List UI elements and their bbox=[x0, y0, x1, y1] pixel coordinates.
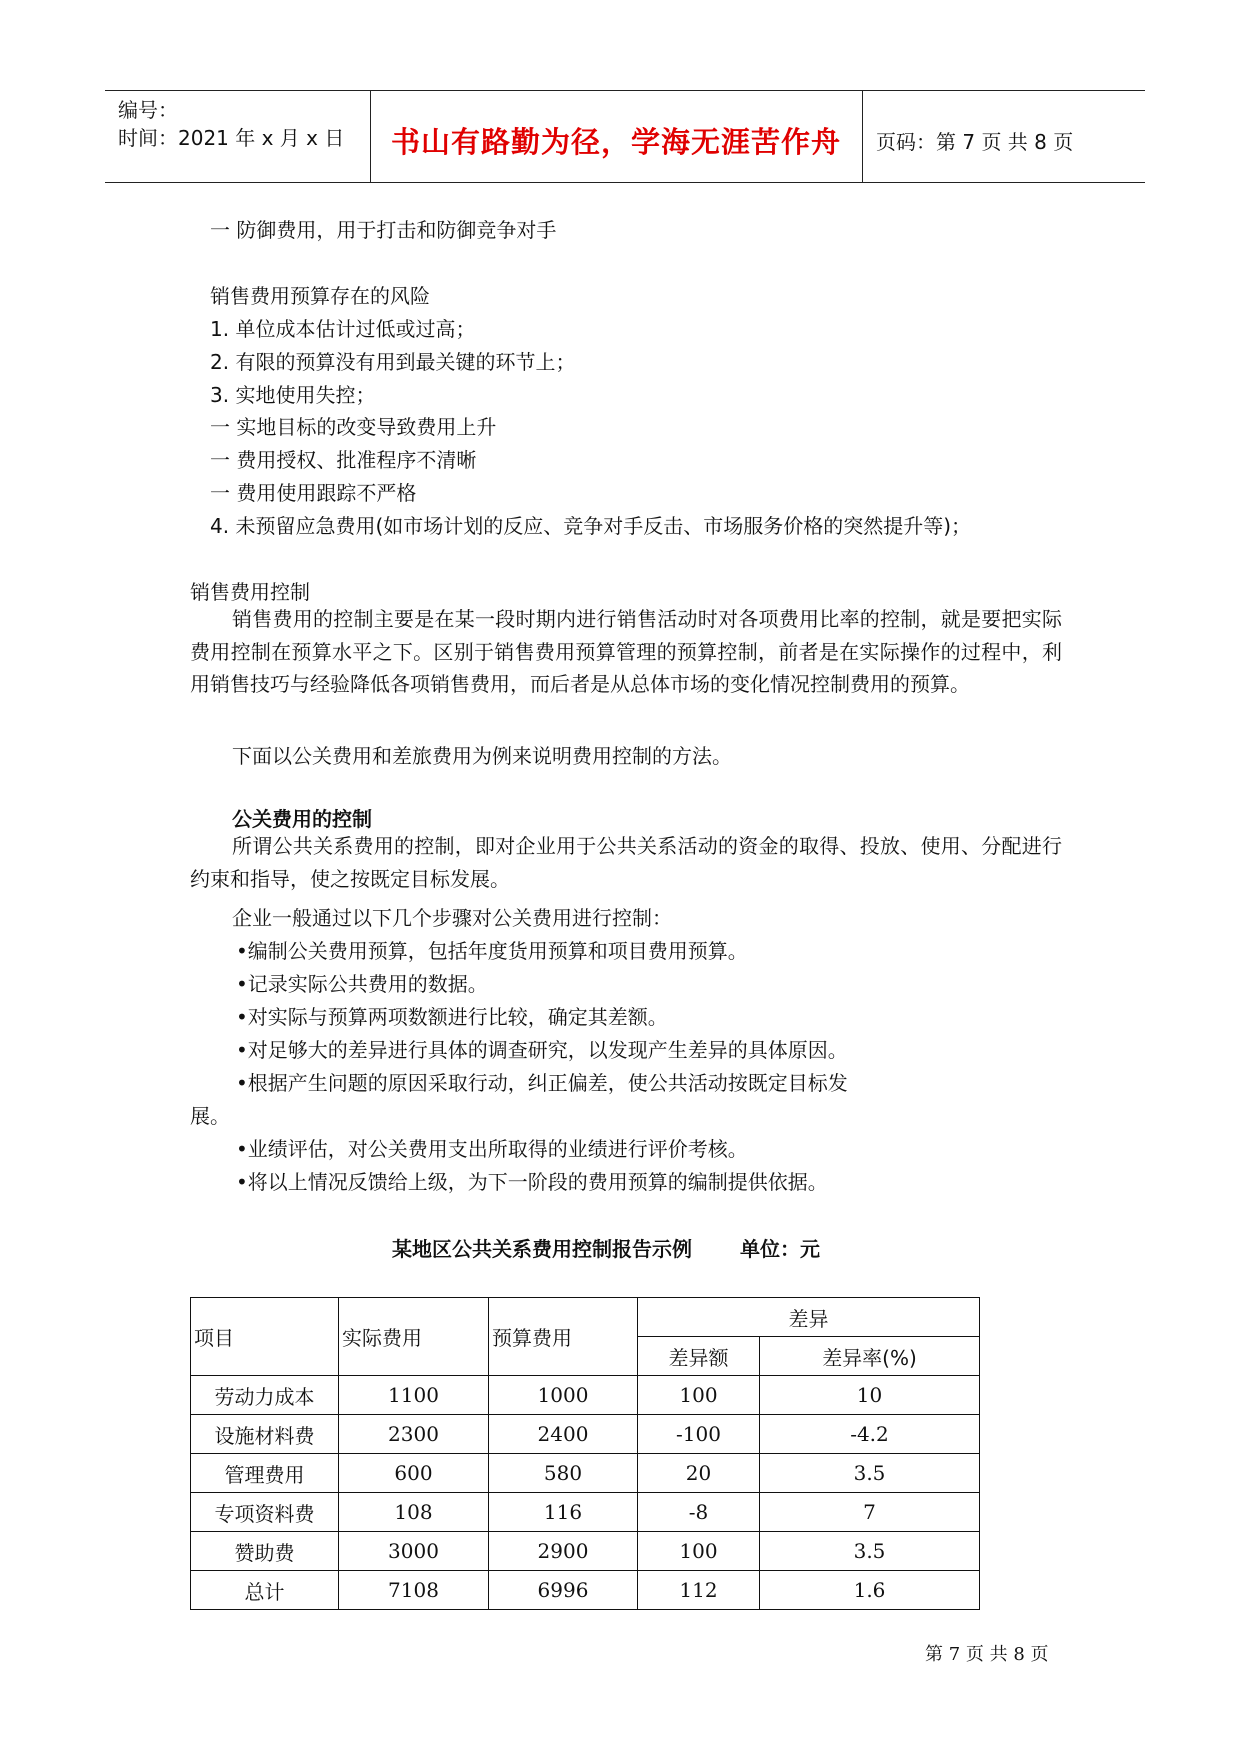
table-title-text: 某地区公共关系费用控制报告示例 bbox=[392, 1237, 692, 1261]
step-item: •编制公关费用预算，包括年度货用预算和项目费用预算。 bbox=[236, 939, 748, 963]
risk-subitem-target-change: 一 实地目标的改变导致费用上升 bbox=[210, 415, 497, 439]
cell-item: 管理费用 bbox=[191, 1454, 339, 1493]
cell-budget: 6996 bbox=[489, 1571, 638, 1610]
cell-diff: 20 bbox=[638, 1454, 760, 1493]
control-paragraph: 销售费用的控制主要是在某一段时期内进行销售活动时对各项费用比率的控制，就是要把实际费用控制在预算水平之下。区别于销售费用预算管理的预算控制，前者是在实际操作的过程中，利用销售技巧与经验降低各项销售费用，而后者是从总体市场的变化情况控制费用的预算。 bbox=[190, 607, 1062, 696]
cell-item: 专项资料费 bbox=[191, 1493, 339, 1532]
cell-actual: 108 bbox=[339, 1493, 489, 1532]
cell-rate: 7 bbox=[760, 1493, 980, 1532]
header-variance-rate: 差异率(%) bbox=[760, 1337, 980, 1376]
cell-budget: 1000 bbox=[489, 1376, 638, 1415]
step-item: •对实际与预算两项数额进行比较，确定其差额。 bbox=[236, 1005, 668, 1029]
cell-budget: 2900 bbox=[489, 1532, 638, 1571]
cell-actual: 3000 bbox=[339, 1532, 489, 1571]
table-row bbox=[191, 1376, 980, 1415]
cell-budget: 116 bbox=[489, 1493, 638, 1532]
example-intro: 下面以公关费用和差旅费用为例来说明费用控制的方法。 bbox=[232, 744, 732, 768]
cell-item: 劳动力成本 bbox=[191, 1376, 339, 1415]
header-variance: 差异 bbox=[638, 1298, 980, 1337]
steps-intro: 企业一般通过以下几个步骤对公关费用进行控制： bbox=[232, 906, 672, 930]
cell-item: 赞助费 bbox=[191, 1532, 339, 1571]
document-number-label: 编号： bbox=[118, 98, 178, 122]
step-item: •对足够大的差异进行具体的调查研究，以发现产生差异的具体原因。 bbox=[236, 1038, 848, 1062]
cell-rate: -4.2 bbox=[760, 1415, 980, 1454]
pr-cost-control-table bbox=[190, 1297, 980, 1610]
step-item: •记录实际公共费用的数据。 bbox=[236, 972, 488, 996]
header-motto: 书山有路勤为径，学海无涯苦作舟 bbox=[390, 125, 841, 159]
table-row bbox=[191, 1454, 980, 1493]
table-header-row bbox=[191, 1298, 980, 1337]
cell-rate: 10 bbox=[760, 1376, 980, 1415]
cell-item: 总计 bbox=[191, 1571, 339, 1610]
cell-rate: 3.5 bbox=[760, 1532, 980, 1571]
cell-diff: -8 bbox=[638, 1493, 760, 1532]
cell-actual: 7108 bbox=[339, 1571, 489, 1610]
cell-actual: 2300 bbox=[339, 1415, 489, 1454]
cell-actual: 600 bbox=[339, 1454, 489, 1493]
header-page-info: 页码：第 7 页 共 8 页 bbox=[876, 130, 1074, 154]
risk-subitem-tracking: 一 费用使用跟踪不严格 bbox=[210, 481, 417, 505]
table-row bbox=[191, 1415, 980, 1454]
table-row bbox=[191, 1532, 980, 1571]
step-item: •将以上情况反馈给上级，为下一阶段的费用预算的编制提供依据。 bbox=[236, 1170, 828, 1194]
header-divider-right bbox=[862, 90, 863, 182]
cell-diff: 112 bbox=[638, 1571, 760, 1610]
cell-diff: 100 bbox=[638, 1376, 760, 1415]
cell-actual: 1100 bbox=[339, 1376, 489, 1415]
table-unit: 单位：元 bbox=[740, 1237, 820, 1261]
header-actual: 实际费用 bbox=[339, 1298, 489, 1376]
risk-subitem-authorization: 一 费用授权、批准程序不清晰 bbox=[210, 448, 477, 472]
pr-section-title: 公关费用的控制 bbox=[232, 807, 372, 831]
risk-item-1: 1. 单位成本估计过低或过高； bbox=[210, 317, 476, 341]
document-time: 时间：2021 年 x 月 x 日 bbox=[118, 126, 345, 150]
header-budget: 预算费用 bbox=[489, 1298, 638, 1376]
cell-item: 设施材料费 bbox=[191, 1415, 339, 1454]
risk-item-4: 4. 未预留应急费用(如市场计划的反应、竞争对手反击、市场服务价格的突然提升等)； bbox=[210, 514, 972, 538]
cell-rate: 3.5 bbox=[760, 1454, 980, 1493]
header-bottom-rule bbox=[105, 182, 1145, 183]
cell-rate: 1.6 bbox=[760, 1571, 980, 1610]
risk-item-2: 2. 有限的预算没有用到最关键的环节上； bbox=[210, 350, 576, 374]
cell-diff: 100 bbox=[638, 1532, 760, 1571]
risk-item-3: 3. 实地使用失控； bbox=[210, 383, 376, 407]
header-item: 项目 bbox=[191, 1298, 339, 1376]
table-title bbox=[392, 1233, 820, 1262]
table-total-row bbox=[191, 1571, 980, 1610]
step-item-continuation: 展。 bbox=[190, 1104, 230, 1128]
defense-cost-line: 一 防御费用，用于打击和防御竞争对手 bbox=[210, 218, 557, 242]
risk-section-title: 销售费用预算存在的风险 bbox=[210, 284, 430, 308]
step-item: •业绩评估，对公关费用支出所取得的业绩进行评价考核。 bbox=[236, 1137, 748, 1161]
step-item: •根据产生问题的原因采取行动，纠正偏差，使公共活动按既定目标发 bbox=[236, 1071, 848, 1095]
control-section-title: 销售费用控制 bbox=[190, 580, 310, 604]
header-variance-amount: 差异额 bbox=[638, 1337, 760, 1376]
table-row bbox=[191, 1493, 980, 1532]
cell-diff: -100 bbox=[638, 1415, 760, 1454]
footer-page-number: 第 7 页 共 8 页 bbox=[925, 1644, 1049, 1665]
pr-paragraph: 所谓公共关系费用的控制，即对企业用于公共关系活动的资金的取得、投放、使用、分配进行约束和指导，使之按既定目标发展。 bbox=[190, 834, 1062, 891]
cell-budget: 2400 bbox=[489, 1415, 638, 1454]
header-top-rule bbox=[105, 90, 1145, 91]
cell-budget: 580 bbox=[489, 1454, 638, 1493]
